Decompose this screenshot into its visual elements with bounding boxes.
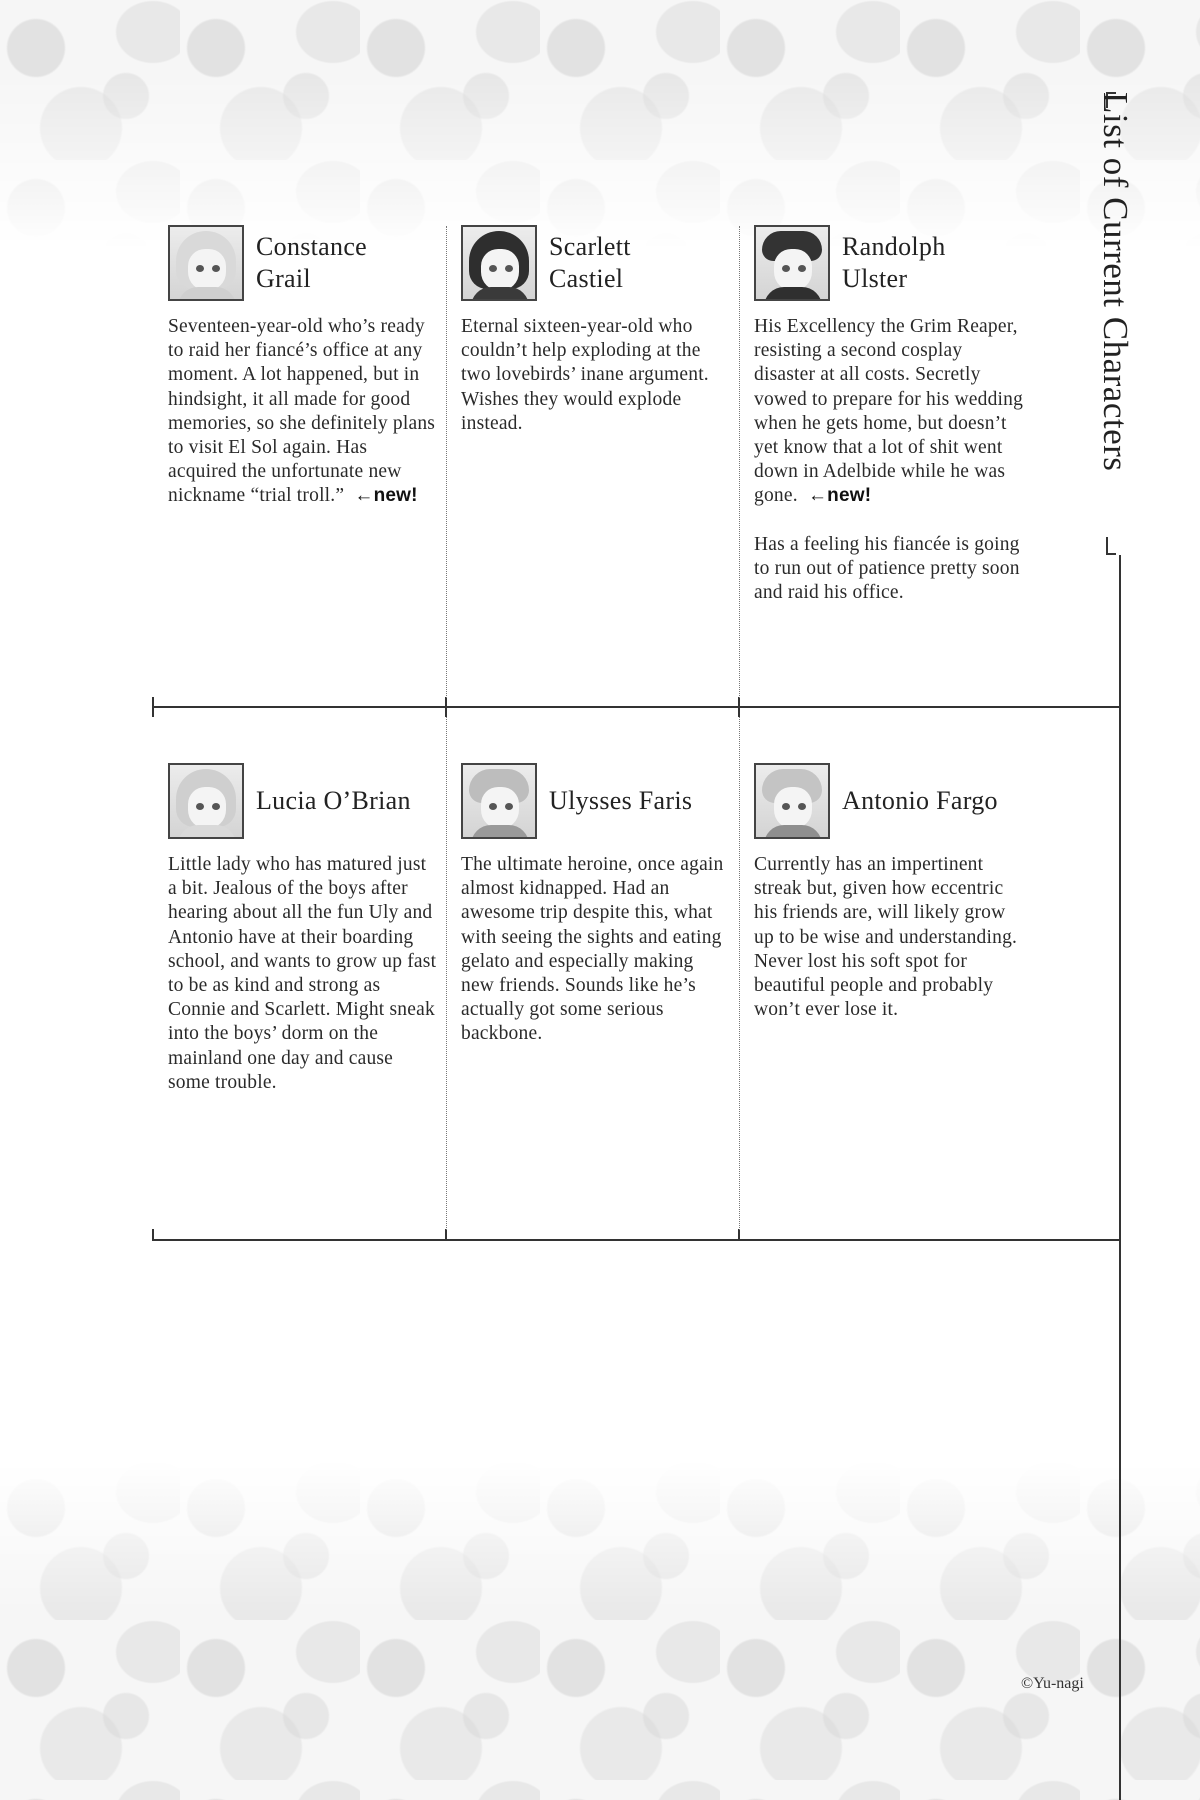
character-description: The ultimate heroine, once again almost kidnapped. Had an awesome trip despite this, what with seeing the sights and eating gelato and especially making new friends. Sounds like he’s actually got some serious backbone. — [461, 854, 724, 1045]
column-separator-1-bottom — [446, 717, 447, 1230]
title-bracket-bottom — [1106, 553, 1116, 555]
character-card-ulysses — [461, 761, 731, 1071]
damask-background-top — [0, 0, 1200, 250]
middle-horizontal-rule — [152, 706, 1120, 708]
character-description: His Excellency the Grim Reaper, resisting a second cosplay disaster at all costs. Secretly vowed to prepare for his wedding when he gets home, but doesn’t yet know that a lot of shit went down in Adelbide while he was gone. ←new! Has a feeling his fiancée is going to run out of patience pretty soon and raid his office. — [754, 316, 1024, 604]
character-card-scarlett — [461, 223, 731, 460]
character-name: Randolph Ulster — [842, 232, 946, 293]
column-separator-1-top — [446, 226, 447, 698]
tick-col3-middle — [738, 697, 740, 717]
column-separator-2-bottom — [739, 717, 740, 1230]
damask-background-bottom — [0, 1460, 1200, 1800]
character-name: Antonio Fargo — [842, 786, 998, 815]
character-name: Constance Grail — [256, 232, 368, 293]
tick-col2-middle — [445, 697, 447, 717]
portrait-lucia-icon — [168, 763, 244, 839]
character-card-lucia — [168, 761, 438, 1119]
character-name: Scarlett Castiel — [549, 232, 631, 293]
character-name: Lucia O’Brian — [256, 786, 411, 815]
new-tag: ←new! — [354, 485, 418, 507]
new-tag: ←new! — [807, 485, 872, 507]
character-description: Little lady who has matured just a bit. Jealous of the boys after hearing about all the fun Uly and Antonio have at their boarding school, and wants to grow up fast to be as kind and strong as Connie and Scarlett. Might sneak into the boys’ dorm on the mainland one day and cause some trouble. — [168, 854, 437, 1093]
tick-col2-bottom — [445, 1229, 447, 1241]
portrait-scarlett-icon — [461, 225, 537, 301]
portrait-constance-icon — [168, 225, 244, 301]
character-card-randolph — [754, 223, 1024, 629]
portrait-ulysses-icon — [461, 763, 537, 839]
section-title: List of Current Characters — [1096, 92, 1135, 472]
character-card-antonio — [754, 761, 1024, 1046]
portrait-randolph-icon — [754, 225, 830, 301]
bottom-horizontal-rule — [152, 1239, 1120, 1241]
tick-col3-bottom — [738, 1229, 740, 1241]
character-card-constance — [168, 223, 438, 533]
portrait-antonio-icon — [754, 763, 830, 839]
tick-left-bottom — [152, 1229, 154, 1241]
right-vertical-rule — [1119, 555, 1121, 1800]
character-description: Seventeen-year-old who’s ready to raid her fiancé’s office at any moment. A lot happened, but in hindsight, it all made for good memories, so she definitely plans to visit El Sol again. Has acquired the unfortunate new nickname “trial troll.” ←new! — [168, 316, 436, 507]
character-name: Ulysses Faris — [549, 786, 693, 815]
copyright-notice: ©Yu-nagi — [1021, 1675, 1084, 1692]
column-separator-2-top — [739, 226, 740, 698]
character-description: Currently has an impertinent streak but, given how eccentric his friends are, will likely grow up to be wise and understanding. Never lost his soft spot for beautiful people and probably won’t ever lose it. — [754, 854, 1018, 1021]
title-bracket-bottom-stem — [1106, 537, 1108, 553]
tick-left-middle — [152, 697, 154, 717]
character-description: Eternal sixteen-year-old who couldn’t help exploding at the two lovebirds’ inane argument. Wishes they would explode instead. — [461, 316, 709, 434]
